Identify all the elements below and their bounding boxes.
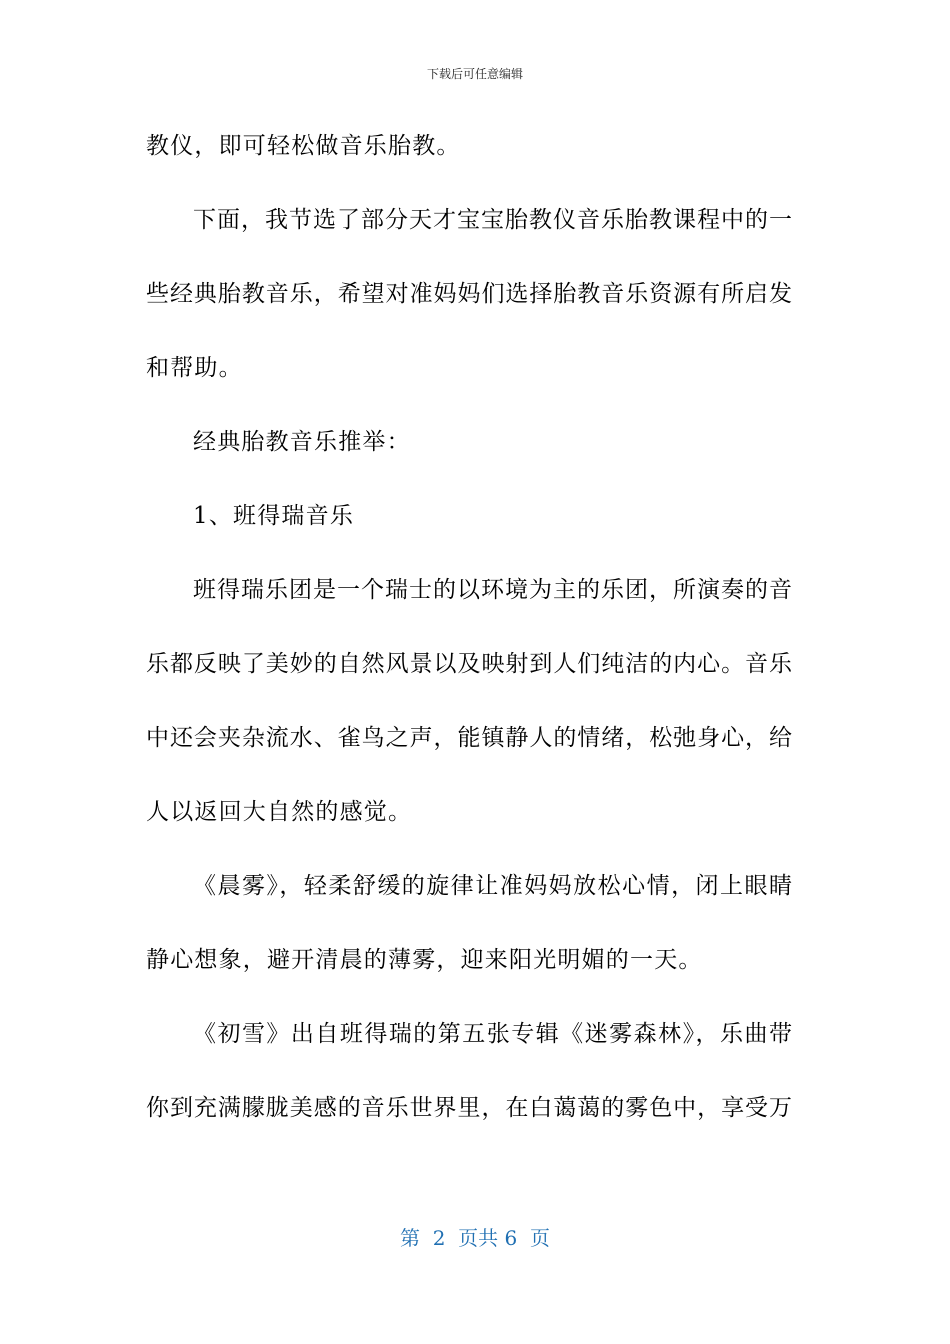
body-line: 你到充满朦胧美感的音乐世界里，在白蔼蔼的雾色中，享受万 [146,1095,792,1121]
body-line: 教仪，即可轻松做音乐胎教。 [146,133,461,159]
body-line: 《晨雾》，轻柔舒缓的旋律让准妈妈放松心情，闭上眼睛 [193,873,792,899]
body-line: 人以返回大自然的感觉。 [146,799,413,825]
body-line: 班得瑞乐团是一个瑞士的以环境为主的乐团，所演奏的音 [193,577,792,603]
page-header: 下载后可任意编辑 [426,67,523,81]
section-heading: 经典胎教音乐推举： [193,429,411,455]
list-item-heading: 1、班得瑞音乐 [193,503,355,529]
body-line: 和帮助。 [146,355,243,381]
body-line: 下面，我节选了部分天才宝宝胎教仪音乐胎教课程中的一 [193,207,792,233]
body-line: 《初雪》出自班得瑞的第五张专辑《迷雾森林》，乐曲带 [193,1021,792,1047]
body-line: 些经典胎教音乐，希望对准妈妈们选择胎教音乐资源有所启发 [146,281,792,307]
page-footer: 第 2 页共 6 页 [400,1226,550,1250]
body-line: 静心想象，避开清晨的薄雾，迎来阳光明媚的一天。 [146,947,703,973]
document-body [146,124,792,1160]
body-line: 乐都反映了美妙的自然风景以及映射到人们纯洁的内心。音乐 [146,651,792,677]
body-line: 中还会夹杂流水、雀鸟之声，能镇静人的情绪，松弛身心，给 [146,725,792,751]
